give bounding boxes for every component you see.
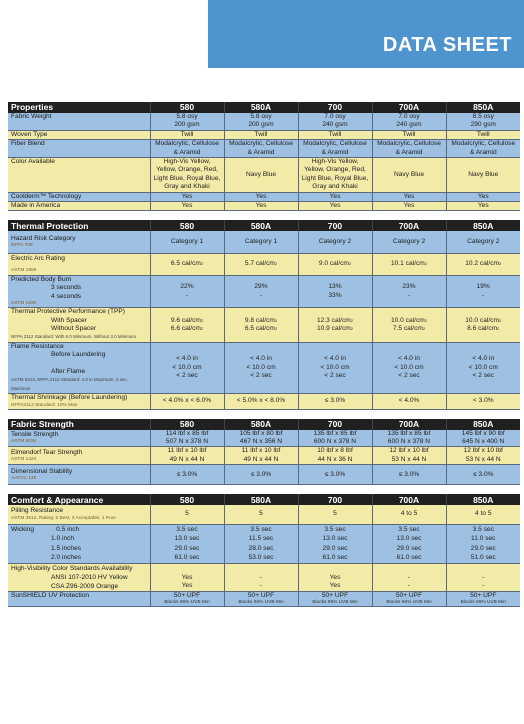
section-title: Thermal Protection — [8, 220, 150, 231]
uv-note: Blocks 96% UVB Min — [460, 600, 506, 606]
uv-protection-row — [8, 591, 520, 606]
value: Gray and Khaki — [164, 183, 210, 191]
title-banner — [208, 0, 524, 68]
value: Yes — [298, 192, 372, 201]
value: Modalcrylic, Cellulose — [155, 140, 219, 148]
value: - — [185, 291, 189, 299]
value: Yes — [372, 202, 446, 211]
value: 507 N x 378 N — [165, 438, 209, 446]
value: Yellow, Orange, Red, — [156, 166, 218, 174]
value: ≤ 3.0% — [446, 465, 520, 485]
value: 19% — [476, 283, 490, 291]
model-700: 700 — [298, 494, 372, 505]
value: < 10.0 cm — [394, 363, 424, 371]
value: ≤ 3.0% — [298, 394, 372, 409]
value: < 2 sec — [176, 372, 198, 380]
model-580a: 580A — [224, 419, 298, 430]
high-visibility-row — [8, 563, 520, 591]
value: 5.8 osy — [176, 113, 198, 120]
value: 6.5 cal/cm — [170, 260, 201, 268]
value: - — [259, 573, 263, 581]
value: 10.2 cal/cm — [465, 260, 499, 268]
value: Yellow, Orange, Red, — [304, 166, 366, 174]
tensile-strength-row — [8, 430, 520, 447]
value: < 2 sec — [324, 372, 346, 380]
row-label: Wicking — [11, 525, 35, 533]
value: - — [482, 291, 485, 299]
color-available-row — [8, 158, 520, 193]
arc-rating-row: Electric Arc Rating ASTM 1959 6.5 cal/$cm^2$ 5.7 cal/$cm^2$ 9.0 cal/$cm^2$ 10.1 cal/$cm^2$ 10.2 cal/$cm^2$ — [8, 253, 520, 275]
model-580: 580 — [150, 220, 224, 231]
flame-resistance-row — [8, 342, 520, 393]
value: < 10.0 cm — [172, 363, 202, 371]
value: < 2 sec — [250, 372, 272, 380]
hazard-risk-row — [8, 231, 520, 253]
value: 135 lbf x 85 lbf — [387, 429, 431, 437]
uv-note: Blocks 96% UVB Min — [238, 600, 284, 606]
standard-note: ASTM 5034 — [11, 439, 37, 445]
data-sheet — [8, 102, 520, 616]
value: 49 N x 44 N — [243, 455, 279, 463]
value: < 4.0 in — [250, 355, 272, 363]
value: Light Blue, Royal Blue, — [153, 174, 221, 182]
value: 29.0 sec — [174, 544, 200, 552]
value: & Aramid — [321, 148, 349, 156]
row-label: Woven Type — [8, 130, 150, 139]
model-850a: 850A — [446, 102, 520, 113]
fiber-blend-row — [8, 140, 520, 158]
value: 11 lbf x 10 lbf — [241, 447, 281, 455]
condition-label: 3 seconds — [51, 284, 82, 292]
value: Yes — [150, 202, 224, 211]
value: - — [259, 291, 263, 299]
value: 135 lbf x 85 lbf — [313, 429, 357, 437]
model-850a: 850A — [446, 419, 520, 430]
value: 10 lbf x 8 lbf — [317, 447, 353, 455]
row-label: Tensile Strength — [11, 430, 59, 438]
value: ≤ 3.0% — [224, 465, 298, 485]
value: 28.0 sec — [248, 544, 274, 552]
value: 5 — [150, 505, 224, 524]
value: 4 to 5 — [372, 505, 446, 524]
value: < 4.0% x < 6.0% — [150, 394, 224, 409]
value: 13.0 sec — [322, 535, 348, 543]
value: ≤ 3.0% — [150, 465, 224, 485]
uv-note: Blocks 96% UVB Min — [386, 600, 432, 606]
row-label: Hazard Risk Category — [11, 235, 76, 243]
row-label: Fiber Blend — [8, 140, 150, 158]
value: 7.0 osy — [324, 113, 346, 120]
value: < 4.0 in — [472, 355, 495, 363]
value: 50+ UPF — [395, 591, 423, 599]
value: Twill — [446, 130, 520, 139]
value: Gray and Khaki — [312, 183, 358, 191]
value: 29.0 sec — [322, 544, 348, 552]
model-580a: 580A — [224, 102, 298, 113]
properties-table — [8, 102, 520, 211]
wicking-height: 1.0 inch — [51, 535, 75, 543]
uv-note: Blocks 96% UVB Min — [164, 600, 210, 606]
thermal-table — [8, 220, 520, 409]
value: & Aramid — [395, 148, 423, 156]
value: Modalcrylic, Cellulose — [377, 140, 441, 148]
value: 290 gsm — [470, 121, 496, 129]
tpp-row: Thermal Protective Performance (TPP) With Spacer Without Spacer NFPA 2112 Standard: With 6.0 Minimum, Without 3.0 Minimum 9.6 cal/$cm^2$ 6.6 cal/$cm^2$ 9.8 cal/$cm^2$ 6.5 cal/$cm^2$ 12.3 cal/$cm^2$ 10.9 cal/$cm^2$ 10.0 cal/$cm^2$ 7.5 cal/$cm^2$ 10.0 cal/$cm^2$ 8.6 cal/$cm^2$ — [8, 308, 520, 343]
value: 5 — [298, 505, 372, 524]
fabric-strength-header — [8, 419, 520, 430]
value: - — [407, 291, 411, 299]
value: 13.0 sec — [396, 535, 422, 543]
value: 467 N x 356 N — [239, 438, 283, 446]
row-label: Made in America — [8, 202, 150, 211]
row-label: High-Visibility Color Standards Availability — [11, 564, 133, 572]
value: 4 to 5 — [446, 505, 520, 524]
value: 23% — [402, 283, 416, 291]
value: < 4.0% — [372, 394, 446, 409]
value: - — [482, 582, 485, 590]
standard-note: ASTM 3512, Rating: 5 Best, 3 Acceptable, 1 Poor — [11, 515, 117, 521]
value: 8.5 osy — [472, 113, 494, 120]
thermal-header — [8, 220, 520, 231]
value: Twill — [372, 130, 446, 139]
value: Category 1 — [150, 231, 224, 253]
value: Yes — [446, 192, 520, 201]
standard-label: ANSI 107-2010 HV Yellow — [51, 573, 128, 581]
page-title: DATA SHEET — [382, 34, 512, 56]
value: < 2 sec — [472, 372, 494, 380]
value: < 4.0 in — [176, 355, 198, 363]
value: 8.6 cal/cm — [467, 325, 498, 332]
pilling-resistance-row — [8, 505, 520, 524]
value: 240 gsm — [396, 121, 422, 129]
row-label: Coolderm™ Technology — [8, 192, 150, 201]
value: 7.5 cal/cm — [392, 325, 423, 332]
value: Modalcrylic, Cellulose — [229, 140, 293, 148]
row-label: SunSHIELD UV Protection — [8, 591, 150, 606]
row-label: Dimensional Stability — [11, 467, 73, 475]
tear-strength-row — [8, 447, 520, 465]
value: 44 N x 36 N — [317, 455, 353, 463]
value: Navy Blue — [446, 158, 520, 193]
value: Category 2 — [298, 231, 372, 253]
value: 645 N x 400 N — [462, 438, 505, 446]
value: 6.6 cal/cm — [170, 325, 201, 332]
value: 5.8 osy — [250, 113, 272, 120]
value: Category 1 — [224, 231, 298, 253]
value: High-Vis Yellow, — [163, 158, 211, 166]
value: Navy Blue — [224, 158, 298, 193]
condition-label: 4 seconds — [51, 292, 82, 300]
value: 9.0 cal/cm — [318, 260, 349, 268]
properties-header — [8, 102, 520, 113]
wicking-height: 0.5 inch — [56, 525, 80, 533]
row-label: Electric Arc Rating — [11, 254, 65, 262]
value: 29% — [254, 283, 268, 291]
row-label: Predicted Body Burn — [11, 275, 72, 283]
value: < 10.0 cm — [246, 363, 276, 371]
model-700a: 700A — [372, 419, 446, 430]
fabric-weight-row — [8, 113, 520, 130]
value: 5.7 cal/cm — [244, 260, 275, 268]
model-850a: 850A — [446, 220, 520, 231]
value: Yes — [181, 573, 193, 581]
fabric-strength-table — [8, 419, 520, 486]
value: 10.1 cal/cm — [391, 260, 425, 268]
value: 61.0 sec — [322, 554, 348, 562]
value: 50+ UPF — [247, 591, 275, 599]
value: 11.5 sec — [248, 535, 274, 543]
value: Twill — [224, 130, 298, 139]
model-700a: 700A — [372, 220, 446, 231]
value: < 4.0 in — [324, 355, 346, 363]
thermal-shrinkage-row — [8, 394, 520, 409]
model-700a: 700A — [372, 494, 446, 505]
standard-note: ASTM 1959 — [11, 268, 37, 274]
value: Twill — [298, 130, 372, 139]
value: 3.5 sec — [398, 525, 420, 533]
uv-note: Blocks 96% UVB Min — [312, 600, 358, 606]
value: 240 gsm — [322, 121, 348, 129]
value: - — [482, 573, 485, 581]
row-label: Fabric Weight — [8, 113, 150, 130]
value: 10.0 cal/cm — [465, 316, 499, 324]
value: Category 2 — [372, 231, 446, 253]
value: Yes — [329, 582, 341, 590]
value: 61.0 sec — [396, 554, 422, 562]
value: < 2 sec — [398, 372, 420, 380]
value: & Aramid — [173, 148, 201, 156]
value: 53 N x 44 N — [391, 455, 427, 463]
value: ≤ 3.0% — [298, 465, 372, 485]
value: Yes — [298, 202, 372, 211]
value: 51.0 sec — [470, 554, 496, 562]
wicking-row — [8, 524, 520, 563]
value: Category 2 — [446, 231, 520, 253]
value: 600 N x 378 N — [313, 438, 357, 446]
value: 114 lbf x 85 lbf — [165, 429, 209, 437]
coolderm-row — [8, 192, 520, 201]
standard-note: NFPA2112 Standard: 10% Max — [11, 402, 78, 408]
value: Modalcrylic, Cellulose — [303, 140, 367, 148]
value: 12 lbf x 10 lbf — [389, 447, 429, 455]
comfort-appearance-table — [8, 494, 520, 607]
value: 61.0 sec — [174, 554, 200, 562]
model-700: 700 — [298, 220, 372, 231]
value: & Aramid — [469, 148, 497, 156]
value: 53.0 sec — [248, 554, 274, 562]
standard-note: NFPA 70E — [11, 243, 34, 249]
value: - — [259, 582, 263, 590]
value: 5 — [224, 505, 298, 524]
value: High-Vis Yellow, — [311, 158, 359, 166]
standard-label: CSA Z96-2009 Orange — [51, 582, 119, 590]
value: 12.3 cal/cm — [317, 316, 351, 324]
value: 29.0 sec — [396, 544, 422, 552]
row-label: Elmendorf Tear Strength — [11, 448, 83, 456]
value: Modalcrylic, Cellulose — [451, 140, 516, 148]
condition-label: Before Laundering — [51, 351, 106, 359]
wicking-height: 2.0 inches — [51, 554, 82, 562]
value: 50+ UPF — [321, 591, 349, 599]
value: 9.6 cal/cm — [170, 316, 201, 324]
value: 13% — [328, 283, 342, 291]
standard-note: ASTM 6413, NFPA 2112 Standard: 4.0 in Maximum, 2 sec. Maximum — [11, 377, 128, 391]
model-580: 580 — [150, 494, 224, 505]
value: 3.5 sec — [176, 525, 198, 533]
row-label: Thermal Protective Performance (TPP) — [11, 308, 125, 316]
value: 600 N x 378 N — [387, 438, 431, 446]
value: 3.5 sec — [472, 525, 494, 533]
value: 33% — [328, 291, 342, 299]
value: & Aramid — [247, 148, 275, 156]
value: < 4.0 in — [398, 355, 420, 363]
model-700: 700 — [298, 419, 372, 430]
model-580: 580 — [150, 419, 224, 430]
value: - — [407, 573, 411, 581]
section-title: Comfort & Appearance — [8, 494, 150, 505]
value: Yes — [150, 192, 224, 201]
row-label: Flame Resistance — [11, 342, 64, 350]
model-580a: 580A — [224, 220, 298, 231]
value: 3.5 sec — [250, 525, 272, 533]
model-580a: 580A — [224, 494, 298, 505]
section-title: Properties — [8, 102, 150, 113]
value: < 10.0 cm — [468, 363, 498, 371]
value: < 3.0% — [446, 394, 520, 409]
condition-label: With Spacer — [51, 316, 87, 324]
row-label: Color Available — [8, 158, 150, 193]
value: Yes — [372, 192, 446, 201]
value: 3.5 sec — [324, 525, 346, 533]
section-title: Fabric Strength — [8, 419, 150, 430]
value: 49 N x 44 N — [169, 455, 205, 463]
model-700a: 700A — [372, 102, 446, 113]
value: 200 gsm — [174, 121, 200, 129]
value: - — [407, 582, 411, 590]
value: 12 lbf x 10 lbf — [463, 447, 503, 455]
body-burn-row — [8, 275, 520, 307]
value: Navy Blue — [372, 158, 446, 193]
woven-type-row — [8, 130, 520, 139]
condition-label: Without Spacer — [51, 325, 97, 332]
value: 9.8 cal/cm — [244, 316, 275, 324]
condition-label: After Flame — [51, 368, 86, 376]
standard-note: AATCC 135 — [11, 475, 37, 481]
model-700: 700 — [298, 102, 372, 113]
value: 13.0 sec — [174, 535, 200, 543]
value: Yes — [329, 573, 341, 581]
comfort-header — [8, 494, 520, 505]
value: Light Blue, Royal Blue, — [301, 174, 369, 182]
dimensional-stability-row — [8, 465, 520, 485]
value: 10.9 cal/cm — [317, 325, 351, 332]
value: 105 lbf x 80 lbf — [239, 429, 283, 437]
standard-note: ASTM 1424 — [11, 457, 37, 463]
value: 29.0 sec — [470, 544, 496, 552]
value: 50+ UPF — [173, 591, 201, 599]
value: 53 N x 44 N — [465, 455, 501, 463]
value: 145 lbf x 90 lbf — [461, 429, 505, 437]
model-850a: 850A — [446, 494, 520, 505]
value: 200 gsm — [248, 121, 274, 129]
value: Yes — [224, 202, 298, 211]
model-580: 580 — [150, 102, 224, 113]
value: Yes — [446, 202, 520, 211]
value: 22% — [180, 283, 194, 291]
value: < 10.0 cm — [320, 363, 350, 371]
value: < 5.0% x < 8.0% — [224, 394, 298, 409]
made-in-america-row — [8, 202, 520, 211]
value: 50+ UPF — [470, 591, 497, 599]
standard-note: ASTM 1930 — [11, 301, 37, 307]
value: 11 lbf x 10 lbf — [167, 447, 207, 455]
row-label: Pilling Resistance — [11, 507, 64, 515]
value: Yes — [181, 582, 193, 590]
wicking-height: 1.5 inches — [51, 544, 82, 552]
value: Twill — [150, 130, 224, 139]
value: 6.5 cal/cm — [244, 325, 275, 332]
standard-note: NFPA 2112 Standard: With 6.0 Minimum, Without 3.0 Minimum — [11, 334, 137, 340]
value: Yes — [224, 192, 298, 201]
value: 10.0 cal/cm — [391, 316, 425, 324]
value: 7.0 osy — [398, 113, 420, 120]
value: 11.0 sec — [471, 535, 496, 543]
row-label: Thermal Shrinkage (Before Laundering) — [11, 394, 128, 402]
value: ≤ 3.0% — [372, 465, 446, 485]
